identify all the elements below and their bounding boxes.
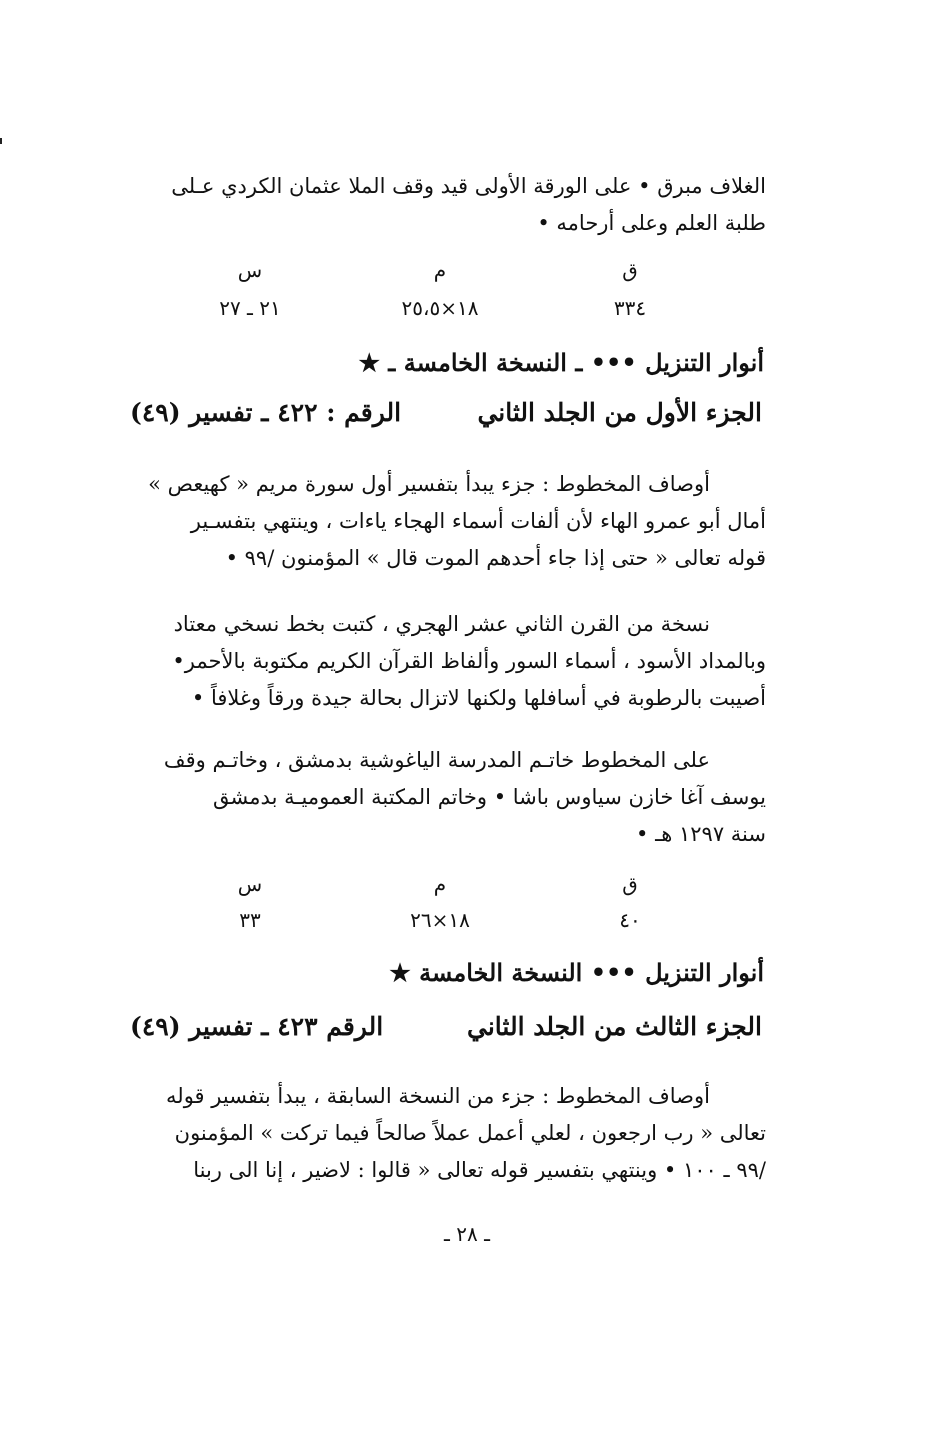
paragraph-description [118, 1078, 766, 1189]
col-header-lines: س [237, 258, 263, 282]
col-header-size: م [433, 872, 447, 896]
text-line: أمال أبو عمرو الهاء لأن ألفات أسماء الهجاء ياءات ، وينتهي بتفسـير [190, 509, 766, 533]
paragraph-binding-note [118, 168, 766, 242]
value-lines: ٢١ ـ ٢٧ [219, 296, 281, 320]
catalog-number: الرقم ٤٢٣ ـ تفسير (٤٩) [130, 1012, 384, 1041]
value-size: ١٨×٢٥،٥ [401, 296, 479, 320]
text-line: قوله تعالى « حتى إذا جاء أحدهم الموت قال » المؤمنون /٩٩ • [225, 546, 766, 570]
col-header-lines: س [237, 872, 263, 896]
dimensions-value-row [180, 296, 700, 320]
volume-label: الجزء الأول من الجلد الثاني [477, 398, 762, 427]
text-line: وبالمداد الأسود ، أسماء السور وألفاظ القرآن الكريم مكتوبة بالأحمر• [172, 649, 766, 673]
catalog-number: الرقم : ٤٢٢ ـ تفسير (٤٩) [130, 398, 402, 427]
paragraph-seals [118, 742, 766, 853]
dimensions-value-row [180, 908, 700, 932]
text-line: يوسف آغا خازن سياوس باشا • وخاتم المكتبة العموميـة بدمشق [213, 785, 766, 809]
section-heading: أنوار التنزيل ••• النسخة الخامسة ★ [389, 958, 764, 987]
col-header-size: م [433, 258, 447, 282]
section-subheading [130, 398, 762, 427]
text-line: الغلاف مبرق • على الورقة الأولى قيد وقف الملا عثمان الكردي عـلى [171, 174, 766, 198]
col-header-pages: ق [622, 872, 638, 896]
text-line: على المخطوط خاتـم المدرسة الياغوشية بدمشق ، وخاتـم وقف [163, 748, 710, 772]
value-lines: ٣٣ [239, 908, 261, 932]
text-line: /٩٩ ـ ١٠٠ • وينتهي بتفسير قوله تعالى « قالوا : لاضير ، إنا الى ربنا [193, 1158, 766, 1182]
text-line: طلبة العلم وعلى أرحامه • [537, 211, 766, 235]
col-header-pages: ق [622, 258, 638, 282]
text-line: أصيبت بالرطوبة في أسافلها ولكنها لاتزال بحالة جيدة ورقاً وغلافاً • [191, 686, 766, 710]
paragraph-description [118, 466, 766, 577]
volume-label: الجزء الثالث من الجلد الثاني [467, 1012, 762, 1041]
scan-mark [0, 138, 2, 144]
text-line: نسخة من القرن الثاني عشر الهجري ، كتبت بخط نسخي معتاد [173, 612, 710, 636]
value-pages: ٣٣٤ [613, 296, 647, 320]
text-line: سنة ١٢٩٧ هـ • [636, 822, 766, 846]
value-pages: ٤٠ [619, 908, 641, 932]
page-number: ـ ٢٨ ـ [444, 1222, 490, 1246]
section-heading: أنوار التنزيل ••• ـ النسخة الخامسة ـ ★ [358, 348, 764, 377]
dimensions-header-row [180, 258, 700, 282]
text-line: أوصاف المخطوط : جزء من النسخة السابقة ، يبدأ بتفسير قوله [166, 1084, 710, 1108]
dimensions-header-row [180, 872, 700, 896]
value-size: ١٨×٢٦ [410, 908, 470, 932]
section-subheading [130, 1012, 762, 1041]
paragraph-copy-details [118, 606, 766, 717]
text-line: تعالى « رب ارجعون ، لعلي أعمل عملاً صالحاً فيما تركت » المؤمنون [174, 1121, 766, 1145]
text-line: أوصاف المخطوط : جزء يبدأ بتفسير أول سورة مريم « كهيعص » [148, 472, 710, 496]
